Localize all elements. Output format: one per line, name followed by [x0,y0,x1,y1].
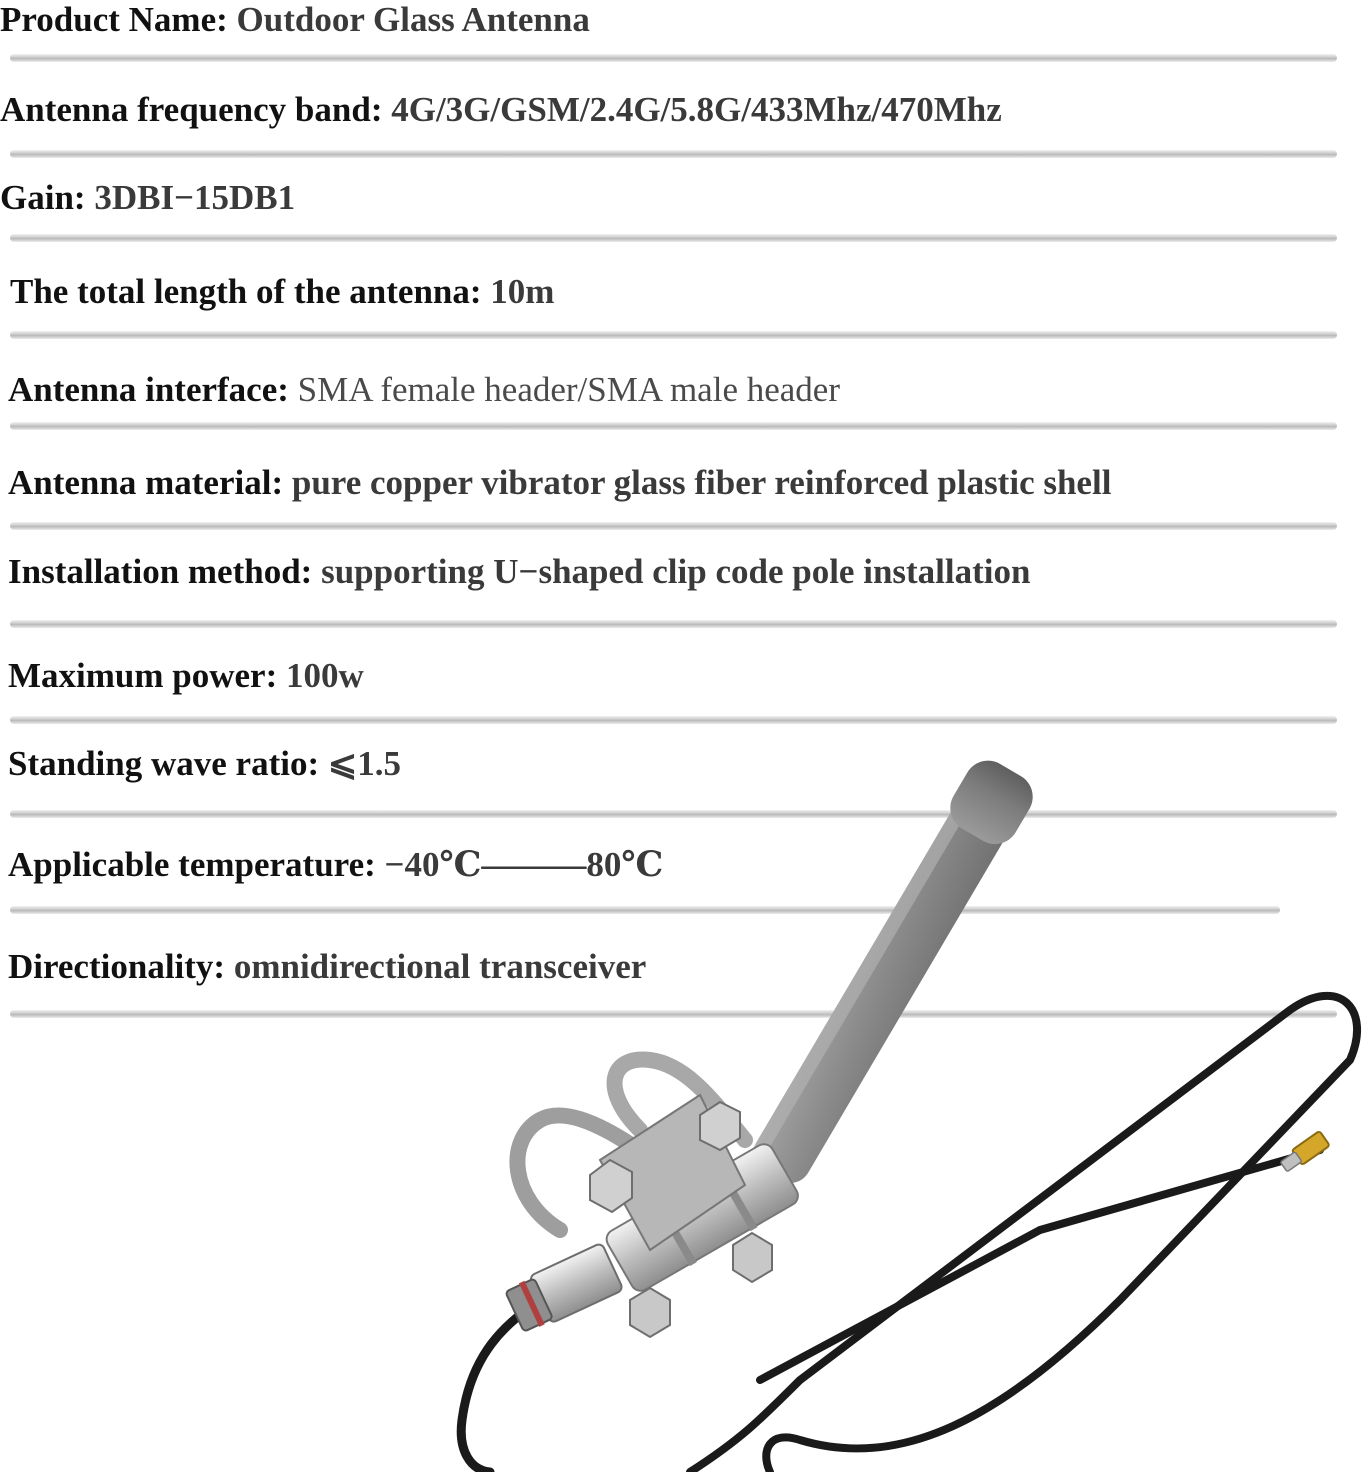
spec-value: omnidirectional transceiver [233,947,647,986]
antenna-radome [741,752,1042,1194]
spec-label: Installation method: [8,552,313,591]
spec-label: Maximum power: [8,656,278,695]
spec-value: SMA female header/SMA male header [297,370,840,409]
spec-label: Antenna material: [8,463,284,502]
spec-label: The total length of the antenna: [10,272,482,311]
spec-value: −40℃———80℃ [384,845,664,884]
spec-value: 3DBI−15DB1 [94,178,296,217]
spec-label: Antenna interface: [8,370,289,409]
spec-label: Directionality: [8,947,226,986]
n-connector-icon [504,1243,624,1336]
hex-nut-icon [733,1233,772,1282]
spec-value: pure copper vibrator glass fiber reinforced plastic shell [291,463,1112,502]
spec-label: Product Name: [0,0,228,39]
coax-cable-loop [690,996,1357,1472]
spec-label: Gain: [0,178,86,217]
spec-value: ⩽1.5 [327,744,401,783]
spec-label: Standing wave ratio: [8,744,320,783]
spec-value: 10m [490,272,555,311]
spec-label: Applicable temperature: [8,845,376,884]
spec-value: 4G/3G/GSM/2.4G/5.8G/433Mhz/470Mhz [391,90,1002,129]
hex-nut-icon [630,1288,670,1337]
spec-value: 100w [286,656,364,695]
spec-value: Outdoor Glass Antenna [236,0,590,39]
spec-label: Antenna frequency band: [0,90,383,129]
spec-value: supporting U−shaped clip code pole installation [321,552,1031,591]
